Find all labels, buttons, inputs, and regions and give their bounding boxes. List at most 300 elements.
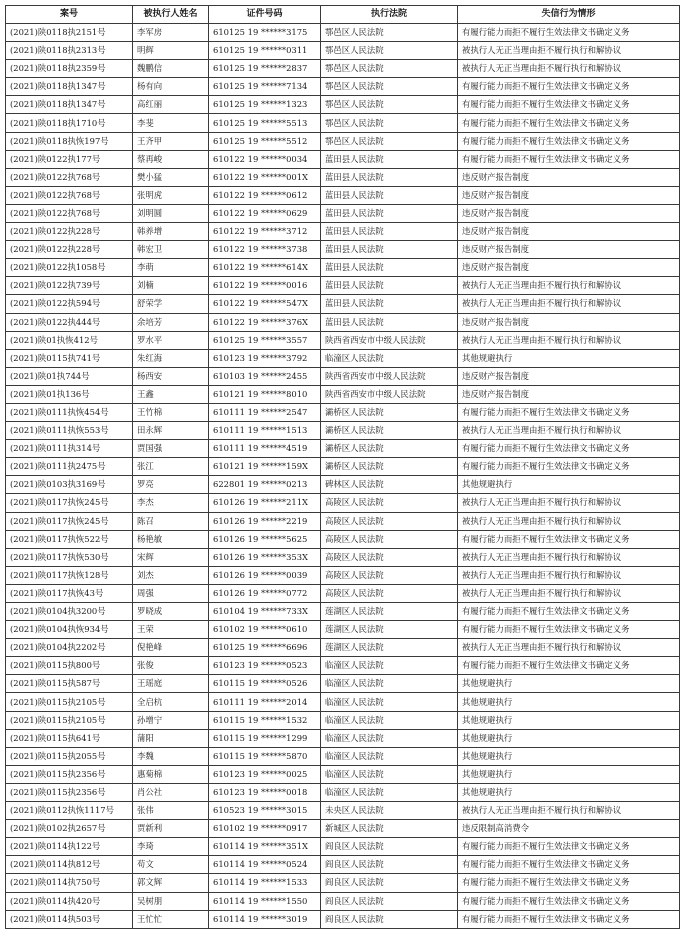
case-number-cell: (2021)陕0114执420号 (6, 892, 133, 910)
id-number-cell: 610125 19 ******6696 (209, 639, 321, 657)
court-cell: 碑林区人民法院 (321, 476, 458, 494)
court-cell: 临潼区人民法院 (321, 349, 458, 367)
case-number-cell: (2021)陕0111执恢553号 (6, 422, 133, 440)
table-row (6, 132, 680, 150)
violation-cell: 违反财产报告制度 (458, 367, 680, 385)
violation-cell: 有履行能力而拒不履行生效法律文书确定义务 (458, 150, 680, 168)
person-name-cell: 杨有向 (133, 78, 209, 96)
id-number-cell: 610523 19 ******3015 (209, 802, 321, 820)
table-row (6, 24, 680, 42)
court-cell: 蓝田县人民法院 (321, 277, 458, 295)
header-person-name: 被执行人姓名 (133, 6, 209, 24)
id-number-cell: 610102 19 ******0917 (209, 820, 321, 838)
case-number-cell: (2021)陕0122执768号 (6, 168, 133, 186)
violation-cell: 有履行能力而拒不履行生效法律文书确定义务 (458, 910, 680, 928)
case-number-cell: (2021)陕0117执恢522号 (6, 530, 133, 548)
table-row (6, 168, 680, 186)
header-case-number: 案号 (6, 6, 133, 24)
case-number-cell: (2021)陕0118执1347号 (6, 96, 133, 114)
court-cell: 陕西省西安市中级人民法院 (321, 331, 458, 349)
person-name-cell: 李杰 (133, 494, 209, 512)
id-number-cell: 610125 19 ******3557 (209, 331, 321, 349)
court-cell: 高陵区人民法院 (321, 512, 458, 530)
id-number-cell: 610111 19 ******2547 (209, 403, 321, 421)
header-violation: 失信行为情形 (458, 6, 680, 24)
violation-cell: 被执行人无正当理由拒不履行执行和解协议 (458, 512, 680, 530)
court-cell: 鄠邑区人民法院 (321, 96, 458, 114)
case-number-cell: (2021)陕01执136号 (6, 385, 133, 403)
violation-cell: 违反财产报告制度 (458, 241, 680, 259)
person-name-cell: 李军房 (133, 24, 209, 42)
court-cell: 蓝田县人民法院 (321, 168, 458, 186)
case-number-cell: (2021)陕0114执750号 (6, 874, 133, 892)
id-number-cell: 610126 19 ******0039 (209, 566, 321, 584)
violation-cell: 其他规避执行 (458, 747, 680, 765)
person-name-cell: 贾国强 (133, 440, 209, 458)
violation-cell: 有履行能力而拒不履行生效法律文书确定义务 (458, 530, 680, 548)
court-cell: 临潼区人民法院 (321, 765, 458, 783)
id-number-cell: 610125 19 ******0311 (209, 42, 321, 60)
violation-cell: 其他规避执行 (458, 675, 680, 693)
id-number-cell: 610123 19 ******0018 (209, 783, 321, 801)
table-row (6, 838, 680, 856)
person-name-cell: 韩宏卫 (133, 241, 209, 259)
court-cell: 阎良区人民法院 (321, 838, 458, 856)
table-row (6, 114, 680, 132)
id-number-cell: 610111 19 ******4519 (209, 440, 321, 458)
court-cell: 阎良区人民法院 (321, 910, 458, 928)
table-row (6, 241, 680, 259)
violation-cell: 被执行人无正当理由拒不履行执行和解协议 (458, 566, 680, 584)
id-number-cell: 610114 19 ******3019 (209, 910, 321, 928)
person-name-cell: 罗亮 (133, 476, 209, 494)
id-number-cell: 610126 19 ******2219 (209, 512, 321, 530)
id-number-cell: 610121 19 ******159X (209, 458, 321, 476)
court-cell: 临潼区人民法院 (321, 783, 458, 801)
violation-cell: 有履行能力而拒不履行生效法律文书确定义务 (458, 838, 680, 856)
person-name-cell: 周强 (133, 584, 209, 602)
person-name-cell: 宋辉 (133, 548, 209, 566)
id-number-cell: 610115 19 ******5870 (209, 747, 321, 765)
table-row (6, 313, 680, 331)
court-cell: 临潼区人民法院 (321, 693, 458, 711)
person-name-cell: 肖公社 (133, 783, 209, 801)
case-number-cell: (2021)陕0111执2475号 (6, 458, 133, 476)
violation-cell: 被执行人无正当理由拒不履行执行和解协议 (458, 494, 680, 512)
case-number-cell: (2021)陕0111执314号 (6, 440, 133, 458)
violation-cell: 有履行能力而拒不履行生效法律文书确定义务 (458, 603, 680, 621)
id-number-cell: 610125 19 ******2837 (209, 60, 321, 78)
table-row (6, 331, 680, 349)
person-name-cell: 王竹棉 (133, 403, 209, 421)
case-number-cell: (2021)陕0115执2105号 (6, 693, 133, 711)
person-name-cell: 惠菊棉 (133, 765, 209, 783)
violation-cell: 有履行能力而拒不履行生效法律文书确定义务 (458, 24, 680, 42)
table-row (6, 675, 680, 693)
id-number-cell: 610102 19 ******0610 (209, 621, 321, 639)
court-cell: 蓝田县人民法院 (321, 204, 458, 222)
violation-cell: 有履行能力而拒不履行生效法律文书确定义务 (458, 458, 680, 476)
person-name-cell: 王荣 (133, 621, 209, 639)
violation-cell: 被执行人无正当理由拒不履行执行和解协议 (458, 331, 680, 349)
id-number-cell: 610125 19 ******3175 (209, 24, 321, 42)
case-number-cell: (2021)陕0117执恢245号 (6, 494, 133, 512)
violation-cell: 违反财产报告制度 (458, 385, 680, 403)
court-cell: 临潼区人民法院 (321, 657, 458, 675)
table-row (6, 422, 680, 440)
id-number-cell: 610115 19 ******1299 (209, 729, 321, 747)
person-name-cell: 吴树朋 (133, 892, 209, 910)
case-number-cell: (2021)陕0115执2356号 (6, 765, 133, 783)
id-number-cell: 610123 19 ******0523 (209, 657, 321, 675)
person-name-cell: 王鑫 (133, 385, 209, 403)
violation-cell: 违反限制高消费令 (458, 820, 680, 838)
id-number-cell: 610115 19 ******0526 (209, 675, 321, 693)
person-name-cell: 李萌 (133, 259, 209, 277)
table-row (6, 765, 680, 783)
court-cell: 陕西省西安市中级人民法院 (321, 367, 458, 385)
case-number-cell: (2021)陕0122执177号 (6, 150, 133, 168)
case-number-cell: (2021)陕0117执恢128号 (6, 566, 133, 584)
person-name-cell: 王瑶庭 (133, 675, 209, 693)
person-name-cell: 蒲阳 (133, 729, 209, 747)
person-name-cell: 全启杭 (133, 693, 209, 711)
person-name-cell: 王忙忙 (133, 910, 209, 928)
violation-cell: 被执行人无正当理由拒不履行执行和解协议 (458, 60, 680, 78)
violation-cell: 有履行能力而拒不履行生效法律文书确定义务 (458, 856, 680, 874)
case-number-cell: (2021)陕0122执594号 (6, 295, 133, 313)
violation-cell: 被执行人无正当理由拒不履行执行和解协议 (458, 422, 680, 440)
table-row (6, 747, 680, 765)
header-id-number: 证件号码 (209, 6, 321, 24)
person-name-cell: 杨西安 (133, 367, 209, 385)
person-name-cell: 张伟 (133, 802, 209, 820)
id-number-cell: 610122 19 ******0612 (209, 186, 321, 204)
case-number-cell: (2021)陕01执恢412号 (6, 331, 133, 349)
court-cell: 新城区人民法院 (321, 820, 458, 838)
table-row (6, 349, 680, 367)
case-number-cell: (2021)陕0103执3169号 (6, 476, 133, 494)
person-name-cell: 孙增宁 (133, 711, 209, 729)
table-row (6, 639, 680, 657)
person-name-cell: 郭文辉 (133, 874, 209, 892)
case-number-cell: (2021)陕0118执2359号 (6, 60, 133, 78)
court-cell: 灞桥区人民法院 (321, 422, 458, 440)
id-number-cell: 610114 19 ******1550 (209, 892, 321, 910)
table-row (6, 856, 680, 874)
violation-cell: 有履行能力而拒不履行生效法律文书确定义务 (458, 78, 680, 96)
table-row (6, 910, 680, 928)
person-name-cell: 韩养增 (133, 223, 209, 241)
court-cell: 鄠邑区人民法院 (321, 132, 458, 150)
case-number-cell: (2021)陕0115执2105号 (6, 711, 133, 729)
table-row (6, 584, 680, 602)
violation-cell: 违反财产报告制度 (458, 186, 680, 204)
violation-cell: 违反财产报告制度 (458, 313, 680, 331)
court-cell: 高陵区人民法院 (321, 530, 458, 548)
violation-cell: 其他规避执行 (458, 711, 680, 729)
court-cell: 临潼区人民法院 (321, 675, 458, 693)
table-row (6, 223, 680, 241)
id-number-cell: 610103 19 ******2455 (209, 367, 321, 385)
person-name-cell: 舒荣学 (133, 295, 209, 313)
violation-cell: 有履行能力而拒不履行生效法律文书确定义务 (458, 440, 680, 458)
person-name-cell: 李琦 (133, 838, 209, 856)
id-number-cell: 610123 19 ******3792 (209, 349, 321, 367)
table-row (6, 512, 680, 530)
table-row (6, 566, 680, 584)
violation-cell: 有履行能力而拒不履行生效法律文书确定义务 (458, 132, 680, 150)
header-court: 执行法院 (321, 6, 458, 24)
case-number-cell: (2021)陕0122执228号 (6, 241, 133, 259)
person-name-cell: 苟文 (133, 856, 209, 874)
case-number-cell: (2021)陕0118执2151号 (6, 24, 133, 42)
table-row (6, 367, 680, 385)
court-cell: 高陵区人民法院 (321, 584, 458, 602)
court-cell: 鄠邑区人民法院 (321, 60, 458, 78)
person-name-cell: 高红丽 (133, 96, 209, 114)
court-cell: 蓝田县人民法院 (321, 295, 458, 313)
violation-cell: 被执行人无正当理由拒不履行执行和解协议 (458, 548, 680, 566)
table-row (6, 186, 680, 204)
case-number-cell: (2021)陕0114执122号 (6, 838, 133, 856)
court-cell: 未央区人民法院 (321, 802, 458, 820)
court-cell: 高陵区人民法院 (321, 566, 458, 584)
court-cell: 莲湖区人民法院 (321, 639, 458, 657)
violation-cell: 有履行能力而拒不履行生效法律文书确定义务 (458, 114, 680, 132)
case-number-cell: (2021)陕0115执641号 (6, 729, 133, 747)
id-number-cell: 610125 19 ******1323 (209, 96, 321, 114)
court-cell: 灞桥区人民法院 (321, 458, 458, 476)
court-cell: 高陵区人民法院 (321, 548, 458, 566)
person-name-cell: 王齐甲 (133, 132, 209, 150)
case-number-cell: (2021)陕0115执800号 (6, 657, 133, 675)
person-name-cell: 蔡再峻 (133, 150, 209, 168)
court-cell: 蓝田县人民法院 (321, 186, 458, 204)
case-number-cell: (2021)陕0118执2313号 (6, 42, 133, 60)
court-cell: 临潼区人民法院 (321, 747, 458, 765)
violation-cell: 有履行能力而拒不履行生效法律文书确定义务 (458, 657, 680, 675)
court-cell: 临潼区人民法院 (321, 711, 458, 729)
id-number-cell: 610114 19 ******1533 (209, 874, 321, 892)
court-cell: 莲湖区人民法院 (321, 621, 458, 639)
id-number-cell: 610122 19 ******001X (209, 168, 321, 186)
table-row (6, 621, 680, 639)
violation-cell: 被执行人无正当理由拒不履行执行和解协议 (458, 639, 680, 657)
table-row (6, 385, 680, 403)
table-row (6, 150, 680, 168)
table-row (6, 494, 680, 512)
violation-cell: 其他规避执行 (458, 765, 680, 783)
court-cell: 阎良区人民法院 (321, 874, 458, 892)
court-cell: 临潼区人民法院 (321, 729, 458, 747)
id-number-cell: 610111 19 ******1513 (209, 422, 321, 440)
person-name-cell: 陈召 (133, 512, 209, 530)
case-number-cell: (2021)陕0115执2356号 (6, 783, 133, 801)
court-cell: 阎良区人民法院 (321, 856, 458, 874)
case-number-cell: (2021)陕0112执恢1117号 (6, 802, 133, 820)
court-cell: 灞桥区人民法院 (321, 440, 458, 458)
violation-cell: 其他规避执行 (458, 693, 680, 711)
case-number-cell: (2021)陕01执744号 (6, 367, 133, 385)
court-cell: 蓝田县人民法院 (321, 241, 458, 259)
case-number-cell: (2021)陕0117执恢245号 (6, 512, 133, 530)
id-number-cell: 610115 19 ******1532 (209, 711, 321, 729)
court-cell: 高陵区人民法院 (321, 494, 458, 512)
table-row (6, 458, 680, 476)
case-number-cell: (2021)陕0118执1347号 (6, 78, 133, 96)
table-row (6, 403, 680, 421)
table-row (6, 548, 680, 566)
case-number-cell: (2021)陕0122执444号 (6, 313, 133, 331)
case-number-cell: (2021)陕0118执1710号 (6, 114, 133, 132)
id-number-cell: 610122 19 ******614X (209, 259, 321, 277)
court-cell: 阎良区人民法院 (321, 892, 458, 910)
person-name-cell: 明辉 (133, 42, 209, 60)
id-number-cell: 610125 19 ******7134 (209, 78, 321, 96)
table-header-row (6, 6, 680, 24)
violation-cell: 有履行能力而拒不履行生效法律文书确定义务 (458, 874, 680, 892)
defaulters-table (5, 5, 680, 929)
violation-cell: 违反财产报告制度 (458, 204, 680, 222)
person-name-cell: 樊小猛 (133, 168, 209, 186)
case-number-cell: (2021)陕0104执2202号 (6, 639, 133, 657)
id-number-cell: 610122 19 ******0629 (209, 204, 321, 222)
id-number-cell: 610122 19 ******0016 (209, 277, 321, 295)
id-number-cell: 610122 19 ******376X (209, 313, 321, 331)
court-cell: 蓝田县人民法院 (321, 313, 458, 331)
case-number-cell: (2021)陕0104执恢934号 (6, 621, 133, 639)
table-row (6, 820, 680, 838)
table-row (6, 440, 680, 458)
id-number-cell: 610122 19 ******3712 (209, 223, 321, 241)
id-number-cell: 610114 19 ******0524 (209, 856, 321, 874)
violation-cell: 有履行能力而拒不履行生效法律文书确定义务 (458, 621, 680, 639)
table-row (6, 892, 680, 910)
table-row (6, 60, 680, 78)
case-number-cell: (2021)陕0114执812号 (6, 856, 133, 874)
case-number-cell: (2021)陕0122执768号 (6, 186, 133, 204)
table-row (6, 693, 680, 711)
table-row (6, 729, 680, 747)
court-cell: 蓝田县人民法院 (321, 223, 458, 241)
violation-cell: 被执行人无正当理由拒不履行执行和解协议 (458, 295, 680, 313)
court-cell: 鄠邑区人民法院 (321, 114, 458, 132)
violation-cell: 其他规避执行 (458, 476, 680, 494)
case-number-cell: (2021)陕0122执739号 (6, 277, 133, 295)
case-number-cell: (2021)陕0102执2657号 (6, 820, 133, 838)
person-name-cell: 罗水平 (133, 331, 209, 349)
court-cell: 鄠邑区人民法院 (321, 78, 458, 96)
id-number-cell: 610122 19 ******547X (209, 295, 321, 313)
violation-cell: 其他规避执行 (458, 729, 680, 747)
case-number-cell: (2021)陕0104执3200号 (6, 603, 133, 621)
id-number-cell: 610126 19 ******5625 (209, 530, 321, 548)
violation-cell: 有履行能力而拒不履行生效法律文书确定义务 (458, 96, 680, 114)
court-cell: 蓝田县人民法院 (321, 259, 458, 277)
person-name-cell: 罗晓成 (133, 603, 209, 621)
person-name-cell: 田永辉 (133, 422, 209, 440)
id-number-cell: 610114 19 ******351X (209, 838, 321, 856)
id-number-cell: 622801 19 ******0213 (209, 476, 321, 494)
id-number-cell: 610126 19 ******211X (209, 494, 321, 512)
id-number-cell: 610122 19 ******3738 (209, 241, 321, 259)
person-name-cell: 张俊 (133, 657, 209, 675)
case-number-cell: (2021)陕0115执741号 (6, 349, 133, 367)
violation-cell: 违反财产报告制度 (458, 168, 680, 186)
case-number-cell: (2021)陕0115执587号 (6, 675, 133, 693)
table-row (6, 603, 680, 621)
person-name-cell: 张江 (133, 458, 209, 476)
person-name-cell: 余培芳 (133, 313, 209, 331)
table-row (6, 42, 680, 60)
violation-cell: 违反财产报告制度 (458, 259, 680, 277)
table-row (6, 783, 680, 801)
id-number-cell: 610123 19 ******0025 (209, 765, 321, 783)
case-number-cell: (2021)陕0115执2055号 (6, 747, 133, 765)
person-name-cell: 杨艳敏 (133, 530, 209, 548)
court-cell: 鄠邑区人民法院 (321, 42, 458, 60)
id-number-cell: 610104 19 ******733X (209, 603, 321, 621)
table-row (6, 476, 680, 494)
table-row (6, 657, 680, 675)
id-number-cell: 610125 19 ******5513 (209, 114, 321, 132)
case-number-cell: (2021)陕0114执503号 (6, 910, 133, 928)
person-name-cell: 贾新利 (133, 820, 209, 838)
person-name-cell: 张明虎 (133, 186, 209, 204)
person-name-cell: 朱红海 (133, 349, 209, 367)
table-row (6, 711, 680, 729)
table-row (6, 96, 680, 114)
id-number-cell: 610111 19 ******2014 (209, 693, 321, 711)
court-cell: 鄠邑区人民法院 (321, 24, 458, 42)
court-cell: 莲湖区人民法院 (321, 603, 458, 621)
case-number-cell: (2021)陕0122执1058号 (6, 259, 133, 277)
case-number-cell: (2021)陕0117执恢43号 (6, 584, 133, 602)
person-name-cell: 刘明圆 (133, 204, 209, 222)
id-number-cell: 610121 19 ******8010 (209, 385, 321, 403)
person-name-cell: 刘楠 (133, 277, 209, 295)
id-number-cell: 610125 19 ******5512 (209, 132, 321, 150)
id-number-cell: 610126 19 ******0772 (209, 584, 321, 602)
violation-cell: 被执行人无正当理由拒不履行执行和解协议 (458, 277, 680, 295)
person-name-cell: 魏鹏信 (133, 60, 209, 78)
case-number-cell: (2021)陕0118执恢197号 (6, 132, 133, 150)
court-cell: 陕西省西安市中级人民法院 (321, 385, 458, 403)
blacklist-sheet (5, 5, 679, 929)
table-row (6, 259, 680, 277)
court-cell: 灞桥区人民法院 (321, 403, 458, 421)
violation-cell: 被执行人无正当理由拒不履行执行和解协议 (458, 42, 680, 60)
person-name-cell: 李魏 (133, 747, 209, 765)
case-number-cell: (2021)陕0117执恢530号 (6, 548, 133, 566)
person-name-cell: 李斐 (133, 114, 209, 132)
violation-cell: 被执行人无正当理由拒不履行执行和解协议 (458, 802, 680, 820)
case-number-cell: (2021)陕0122执768号 (6, 204, 133, 222)
violation-cell: 其他规避执行 (458, 349, 680, 367)
table-row (6, 874, 680, 892)
person-name-cell: 刘杰 (133, 566, 209, 584)
violation-cell: 被执行人无正当理由拒不履行执行和解协议 (458, 584, 680, 602)
violation-cell: 有履行能力而拒不履行生效法律文书确定义务 (458, 403, 680, 421)
violation-cell: 其他规避执行 (458, 783, 680, 801)
violation-cell: 违反财产报告制度 (458, 223, 680, 241)
table-row (6, 530, 680, 548)
table-row (6, 204, 680, 222)
case-number-cell: (2021)陕0111执恢454号 (6, 403, 133, 421)
person-name-cell: 倪艳峰 (133, 639, 209, 657)
table-row (6, 802, 680, 820)
